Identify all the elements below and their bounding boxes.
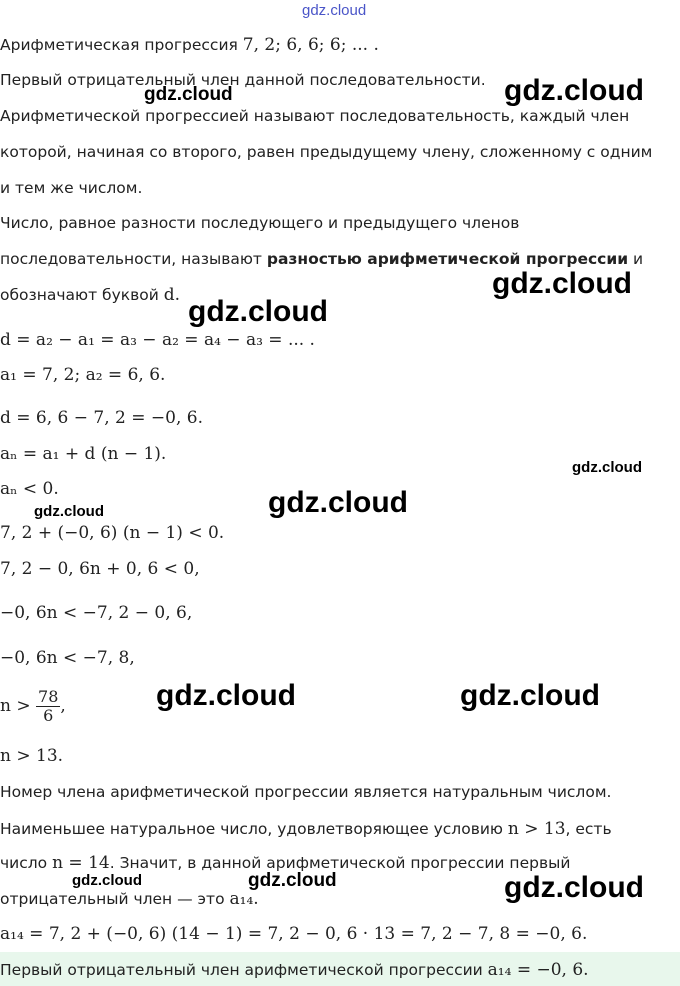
theory-line: обозначают буквой d. — [0, 285, 181, 305]
fraction: $\frac{78}{6}$ — [38, 687, 59, 725]
answer-box — [0, 952, 680, 986]
problem-task: Первый отрицательный член данной последовательности. — [0, 71, 486, 89]
watermark: gdz.cloud — [34, 503, 104, 520]
theory-line: последовательности, называют разностью арифметической прогрессии и — [0, 250, 644, 268]
math-line: aₙ < 0. — [0, 479, 59, 499]
conclusion-line: число n = 14. Значит, в данной арифметической прогрессии первый — [0, 853, 571, 873]
math-line: a₁ = 7, 2; a₂ = 6, 6. — [0, 365, 166, 385]
watermark: gdz.cloud — [144, 84, 233, 105]
conclusion-line: Наименьшее натуральное число, удовлетворяющее условию n > 13, есть — [0, 819, 612, 839]
calculation-line: a₁₄ = 7, 2 + (−0, 6) (14 − 1) = 7, 2 − 0, 6 · 13 = 7, 2 − 7, 8 = −0, 6. — [0, 924, 588, 944]
watermark: gdz.cloud — [188, 295, 328, 328]
site-watermark: gdz.cloud — [302, 2, 367, 19]
watermark: gdz.cloud — [504, 74, 644, 107]
theory-line: и тем же числом. — [0, 179, 143, 197]
math-line: 7, 2 + (−0, 6) (n − 1) < 0. — [0, 523, 225, 543]
theory-line: которой, начиная со второго, равен предыдущему члену, сложенному с одним — [0, 143, 653, 161]
problem-statement: Арифметическая прогрессия 7, 2; 6, 6; 6; ... . — [0, 35, 379, 55]
math-line: d = 6, 6 − 7, 2 = −0, 6. — [0, 408, 204, 428]
math-line-fraction: n > $\frac{78}{6}$ , — [0, 687, 66, 725]
term-definition: разностью арифметической прогрессии — [266, 250, 629, 268]
watermark: gdz.cloud — [572, 459, 642, 476]
math-line: aₙ = a₁ + d (n − 1). — [0, 444, 167, 464]
answer-text: Первый отрицательный член арифметической прогрессии a₁₄ = −0, 6. — [0, 960, 589, 980]
watermark: gdz.cloud — [248, 870, 337, 891]
watermark: gdz.cloud — [504, 871, 644, 904]
watermark: gdz.cloud — [156, 679, 296, 712]
math-line: −0, 6n < −7, 8, — [0, 648, 135, 668]
math-line: d = a₂ − a₁ = a₃ − a₂ = a₄ − a₃ = ... . — [0, 330, 315, 350]
conclusion-line: отрицательный член — это a₁₄. — [0, 889, 259, 909]
math-line: −0, 6n < −7, 2 − 0, 6, — [0, 603, 193, 623]
math-line: 7, 2 − 0, 6n + 0, 6 < 0, — [0, 559, 200, 579]
math-line: n > 13. — [0, 746, 64, 766]
watermark: gdz.cloud — [268, 486, 408, 519]
conclusion-line: Номер члена арифметической прогрессии является натуральным числом. — [0, 783, 612, 801]
theory-line: Арифметической прогрессией называют последовательность, каждый член — [0, 107, 630, 125]
watermark: gdz.cloud — [460, 679, 600, 712]
watermark: gdz.cloud — [72, 872, 142, 889]
watermark: gdz.cloud — [492, 267, 632, 300]
theory-line: Число, равное разности последующего и предыдущего членов — [0, 214, 520, 232]
